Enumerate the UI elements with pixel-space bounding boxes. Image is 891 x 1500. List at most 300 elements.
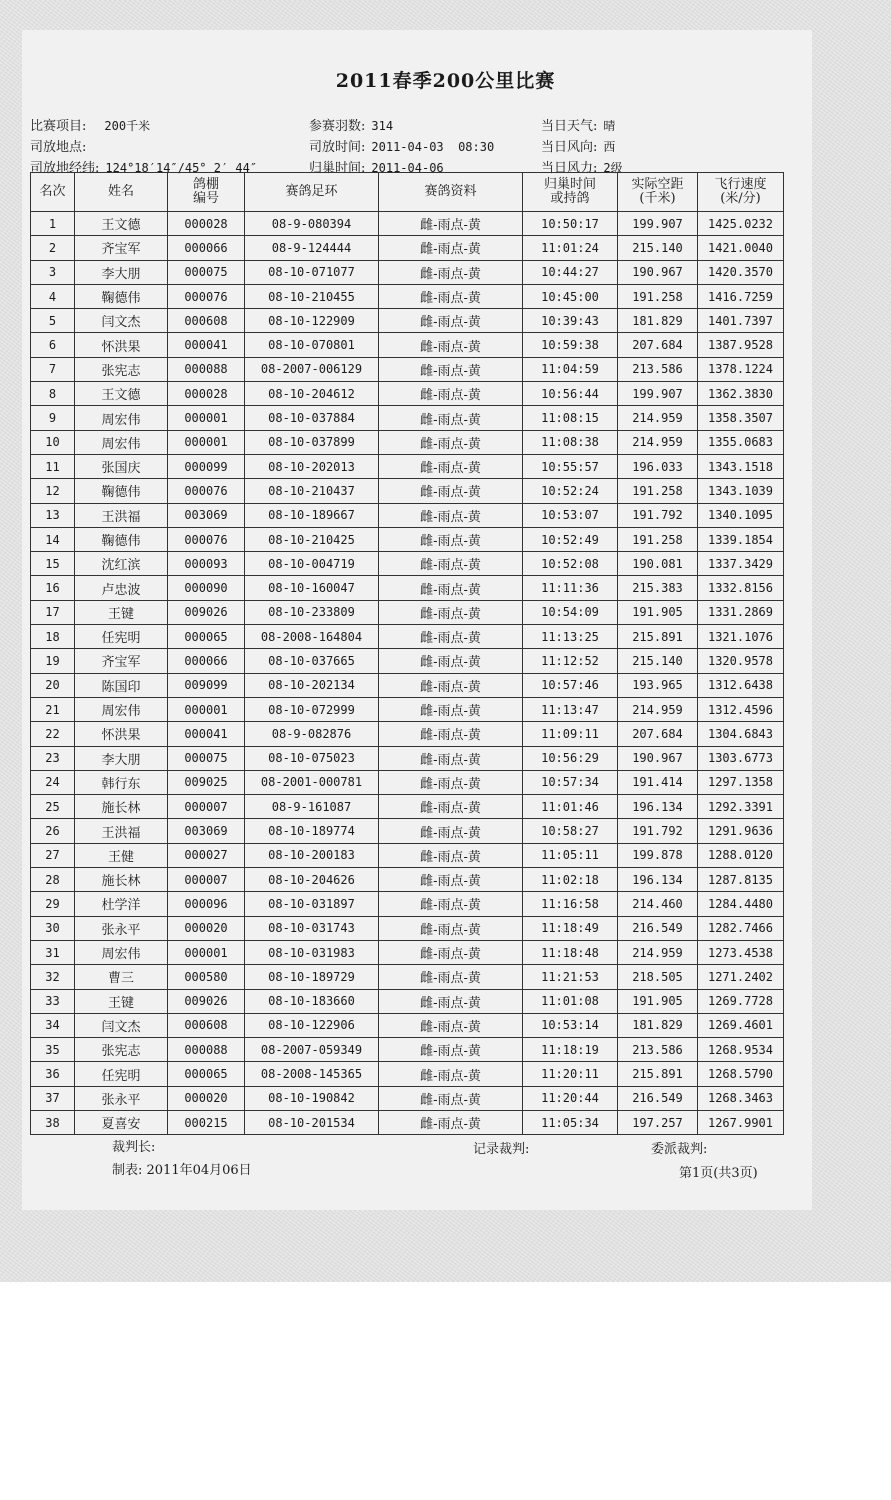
table-row — [31, 868, 784, 892]
speed-cell: 1362.3830 — [698, 382, 784, 406]
loft-id-cell: 000027 — [168, 843, 245, 867]
return-time-cell: 10:52:49 — [523, 527, 618, 551]
return-time-cell: 10:50:17 — [523, 212, 618, 236]
loft-id-cell: 000066 — [168, 236, 245, 260]
table-row — [31, 236, 784, 260]
speed-cell: 1416.7259 — [698, 284, 784, 308]
speed-cell: 1343.1518 — [698, 454, 784, 478]
rank-cell: 21 — [31, 697, 75, 721]
ring-cell: 08-10-160047 — [245, 576, 379, 600]
ring-cell: 08-10-004719 — [245, 552, 379, 576]
speed-cell: 1421.0040 — [698, 236, 784, 260]
return-time-cell: 11:13:47 — [523, 697, 618, 721]
name-cell: 周宏伟 — [75, 430, 168, 454]
table-row — [31, 576, 784, 600]
distance-cell: 215.891 — [618, 625, 698, 649]
loft-id-cell: 000065 — [168, 625, 245, 649]
name-cell: 李大朋 — [75, 260, 168, 284]
release-coords-label: 司放地经纬: — [30, 161, 100, 176]
table-row — [31, 479, 784, 503]
name-cell: 张永平 — [75, 1086, 168, 1110]
rank-cell: 1 — [31, 212, 75, 236]
table-row — [31, 527, 784, 551]
rank-cell: 20 — [31, 673, 75, 697]
name-cell: 陈国印 — [75, 673, 168, 697]
rank-cell: 17 — [31, 600, 75, 624]
loft-id-header: 鸽棚 编号 — [168, 173, 245, 212]
bird-info-cell: 雌-雨点-黄 — [379, 406, 523, 430]
name-header: 姓名 — [75, 173, 168, 212]
rank-cell: 6 — [31, 333, 75, 357]
loft-id-cell: 000076 — [168, 284, 245, 308]
rank-cell: 15 — [31, 552, 75, 576]
return-time-cell: 11:01:08 — [523, 989, 618, 1013]
return-time-cell: 10:54:09 — [523, 600, 618, 624]
name-cell: 周宏伟 — [75, 697, 168, 721]
ring-cell: 08-10-075023 — [245, 746, 379, 770]
name-cell: 沈红滨 — [75, 552, 168, 576]
rank-cell: 36 — [31, 1062, 75, 1086]
table-row — [31, 600, 784, 624]
distance-cell: 214.460 — [618, 892, 698, 916]
table-row — [31, 916, 784, 940]
name-cell: 王键 — [75, 600, 168, 624]
ring-cell: 08-2007-059349 — [245, 1038, 379, 1062]
weather-label: 当日天气: — [541, 119, 598, 134]
speed-cell: 1287.8135 — [698, 868, 784, 892]
distance-cell: 191.258 — [618, 284, 698, 308]
loft-id-cell: 000075 — [168, 746, 245, 770]
distance-cell: 216.549 — [618, 916, 698, 940]
return-time-header: 归巢时间 或持鸽 — [523, 173, 618, 212]
entries-label: 参赛羽数: — [309, 119, 366, 134]
distance-cell: 215.140 — [618, 236, 698, 260]
bird-info-cell: 雌-雨点-黄 — [379, 430, 523, 454]
loft-id-cell: 000007 — [168, 868, 245, 892]
loft-id-cell: 000093 — [168, 552, 245, 576]
return-time-cell: 11:18:49 — [523, 916, 618, 940]
loft-id-cell: 003069 — [168, 503, 245, 527]
name-cell: 王文德 — [75, 212, 168, 236]
loft-id-cell: 000001 — [168, 430, 245, 454]
record-judge-label: 记录裁判: — [473, 1142, 530, 1157]
loft-id-cell: 000088 — [168, 1038, 245, 1062]
table-row — [31, 454, 784, 478]
loft-id-cell: 000076 — [168, 527, 245, 551]
distance-cell: 215.140 — [618, 649, 698, 673]
ring-cell: 08-10-189729 — [245, 965, 379, 989]
wind-force-value: 2级 — [603, 161, 623, 175]
distance-cell: 196.134 — [618, 868, 698, 892]
rank-cell: 30 — [31, 916, 75, 940]
speed-cell: 1331.2869 — [698, 600, 784, 624]
name-cell: 周宏伟 — [75, 406, 168, 430]
ring-cell: 08-10-122909 — [245, 309, 379, 333]
speed-cell: 1339.1854 — [698, 527, 784, 551]
rank-cell: 25 — [31, 795, 75, 819]
rank-cell: 2 — [31, 236, 75, 260]
bird-info-cell: 雌-雨点-黄 — [379, 479, 523, 503]
loft-id-cell: 000088 — [168, 357, 245, 381]
return-time-cell: 10:57:46 — [523, 673, 618, 697]
table-row — [31, 697, 784, 721]
rank-cell: 10 — [31, 430, 75, 454]
loft-id-cell: 000028 — [168, 212, 245, 236]
ring-cell: 08-10-210425 — [245, 527, 379, 551]
rank-cell: 29 — [31, 892, 75, 916]
ring-cell: 08-10-031897 — [245, 892, 379, 916]
table-row — [31, 722, 784, 746]
name-cell: 王文德 — [75, 382, 168, 406]
rank-cell: 37 — [31, 1086, 75, 1110]
name-cell: 齐宝军 — [75, 649, 168, 673]
return-time-cell: 10:55:57 — [523, 454, 618, 478]
distance-cell: 191.792 — [618, 503, 698, 527]
distance-cell: 191.905 — [618, 600, 698, 624]
speed-cell: 1378.1224 — [698, 357, 784, 381]
name-cell: 张永平 — [75, 916, 168, 940]
table-row — [31, 309, 784, 333]
distance-cell: 207.684 — [618, 722, 698, 746]
bird-info-cell: 雌-雨点-黄 — [379, 1013, 523, 1037]
distance-header: 实际空距 (千米) — [618, 173, 698, 212]
speed-cell: 1271.2402 — [698, 965, 784, 989]
table-row — [31, 795, 784, 819]
info-block-middle — [309, 116, 494, 179]
bird-info-cell: 雌-雨点-黄 — [379, 1110, 523, 1134]
table-row — [31, 503, 784, 527]
loft-id-cell: 000090 — [168, 576, 245, 600]
ring-cell: 08-2008-164804 — [245, 625, 379, 649]
table-row — [31, 843, 784, 867]
loft-id-cell: 000075 — [168, 260, 245, 284]
distance-cell: 197.257 — [618, 1110, 698, 1134]
rank-cell: 27 — [31, 843, 75, 867]
rank-cell: 5 — [31, 309, 75, 333]
name-cell: 闫文杰 — [75, 309, 168, 333]
bird-info-cell: 雌-雨点-黄 — [379, 940, 523, 964]
table-row — [31, 552, 784, 576]
bird-info-cell: 雌-雨点-黄 — [379, 770, 523, 794]
bird-info-cell: 雌-雨点-黄 — [379, 284, 523, 308]
bird-info-cell: 雌-雨点-黄 — [379, 649, 523, 673]
rank-cell: 12 — [31, 479, 75, 503]
loft-id-cell: 000608 — [168, 309, 245, 333]
bird-info-cell: 雌-雨点-黄 — [379, 722, 523, 746]
rank-cell: 35 — [31, 1038, 75, 1062]
rank-cell: 11 — [31, 454, 75, 478]
ring-cell: 08-10-031983 — [245, 940, 379, 964]
results-table — [30, 172, 784, 1135]
return-time-cell: 11:13:25 — [523, 625, 618, 649]
return-time-cell: 10:59:38 — [523, 333, 618, 357]
table-row — [31, 1038, 784, 1062]
distance-cell: 215.383 — [618, 576, 698, 600]
name-cell: 张宪志 — [75, 1038, 168, 1062]
ring-cell: 08-10-233809 — [245, 600, 379, 624]
bird-info-cell: 雌-雨点-黄 — [379, 892, 523, 916]
name-cell: 鞠德伟 — [75, 479, 168, 503]
return-time-cell: 10:44:27 — [523, 260, 618, 284]
return-time-label: 归巢时间: — [309, 161, 366, 176]
ring-cell: 08-10-071077 — [245, 260, 379, 284]
speed-cell: 1332.8156 — [698, 576, 784, 600]
bird-info-cell: 雌-雨点-黄 — [379, 333, 523, 357]
bird-info-cell: 雌-雨点-黄 — [379, 1062, 523, 1086]
loft-id-cell: 000215 — [168, 1110, 245, 1134]
ring-cell: 08-10-037899 — [245, 430, 379, 454]
bird-info-cell: 雌-雨点-黄 — [379, 236, 523, 260]
ring-cell: 08-2001-000781 — [245, 770, 379, 794]
ring-cell: 08-2007-006129 — [245, 357, 379, 381]
header-row — [31, 173, 784, 212]
table-row — [31, 406, 784, 430]
distance-cell: 190.967 — [618, 260, 698, 284]
ring-cell: 08-10-037884 — [245, 406, 379, 430]
table-row — [31, 649, 784, 673]
speed-cell: 1401.7397 — [698, 309, 784, 333]
return-time-cell: 10:53:14 — [523, 1013, 618, 1037]
loft-id-cell: 000099 — [168, 454, 245, 478]
speed-cell: 1425.0232 — [698, 212, 784, 236]
rank-cell: 23 — [31, 746, 75, 770]
speed-cell: 1387.9528 — [698, 333, 784, 357]
loft-id-cell: 000065 — [168, 1062, 245, 1086]
name-cell: 卢忠波 — [75, 576, 168, 600]
rank-cell: 18 — [31, 625, 75, 649]
return-time-cell: 10:39:43 — [523, 309, 618, 333]
bird-info-cell: 雌-雨点-黄 — [379, 868, 523, 892]
bird-info-cell: 雌-雨点-黄 — [379, 309, 523, 333]
speed-cell: 1273.4538 — [698, 940, 784, 964]
bird-info-cell: 雌-雨点-黄 — [379, 843, 523, 867]
table-row — [31, 770, 784, 794]
rank-cell: 22 — [31, 722, 75, 746]
ring-cell: 08-10-031743 — [245, 916, 379, 940]
rank-cell: 4 — [31, 284, 75, 308]
return-time-cell: 11:20:11 — [523, 1062, 618, 1086]
distance-cell: 191.258 — [618, 527, 698, 551]
bird-info-cell: 雌-雨点-黄 — [379, 212, 523, 236]
ring-cell: 08-10-070801 — [245, 333, 379, 357]
rank-cell: 24 — [31, 770, 75, 794]
ring-cell: 08-10-072999 — [245, 697, 379, 721]
bird-info-cell: 雌-雨点-黄 — [379, 454, 523, 478]
speed-cell: 1268.5790 — [698, 1062, 784, 1086]
ring-cell: 08-9-161087 — [245, 795, 379, 819]
loft-id-cell: 000020 — [168, 1086, 245, 1110]
assigned-judge-label: 委派裁判: — [651, 1142, 708, 1157]
name-cell: 任宪明 — [75, 1062, 168, 1086]
name-cell: 鞠德伟 — [75, 284, 168, 308]
ring-cell: 08-10-183660 — [245, 989, 379, 1013]
info-block-left — [30, 116, 257, 179]
return-time-cell: 10:52:24 — [523, 479, 618, 503]
loft-id-cell: 000066 — [168, 649, 245, 673]
speed-cell: 1312.4596 — [698, 697, 784, 721]
distance-cell: 215.891 — [618, 1062, 698, 1086]
distance-cell: 181.829 — [618, 1013, 698, 1037]
ring-cell: 08-9-082876 — [245, 722, 379, 746]
return-time-cell: 11:21:53 — [523, 965, 618, 989]
loft-id-cell: 000041 — [168, 722, 245, 746]
distance-cell: 213.586 — [618, 1038, 698, 1062]
return-time-cell: 11:11:36 — [523, 576, 618, 600]
ring-cell: 08-10-210437 — [245, 479, 379, 503]
ring-cell: 08-10-200183 — [245, 843, 379, 867]
bird-info-cell: 雌-雨点-黄 — [379, 1038, 523, 1062]
table-row — [31, 284, 784, 308]
rank-cell: 9 — [31, 406, 75, 430]
table-row — [31, 940, 784, 964]
rank-cell: 19 — [31, 649, 75, 673]
name-cell: 怀洪果 — [75, 722, 168, 746]
entries-value: 314 — [371, 119, 394, 133]
speed-cell: 1337.3429 — [698, 552, 784, 576]
return-time-cell: 11:20:44 — [523, 1086, 618, 1110]
distance-cell: 196.033 — [618, 454, 698, 478]
loft-id-cell: 003069 — [168, 819, 245, 843]
distance-cell: 214.959 — [618, 697, 698, 721]
return-time-cell: 10:52:08 — [523, 552, 618, 576]
return-time-cell: 10:45:00 — [523, 284, 618, 308]
bird-info-cell: 雌-雨点-黄 — [379, 965, 523, 989]
rank-cell: 7 — [31, 357, 75, 381]
bird-info-cell: 雌-雨点-黄 — [379, 819, 523, 843]
speed-cell: 1282.7466 — [698, 916, 784, 940]
return-time-cell: 10:57:34 — [523, 770, 618, 794]
distance-cell: 213.586 — [618, 357, 698, 381]
loft-id-cell: 000001 — [168, 940, 245, 964]
bird-info-header: 赛鸽资料 — [379, 173, 523, 212]
table-row — [31, 1086, 784, 1110]
table-row — [31, 212, 784, 236]
rank-cell: 34 — [31, 1013, 75, 1037]
event-label: 比赛项目: — [30, 119, 87, 134]
name-cell: 王键 — [75, 989, 168, 1013]
distance-cell: 214.959 — [618, 406, 698, 430]
loft-id-cell: 000076 — [168, 479, 245, 503]
table-row — [31, 1110, 784, 1134]
return-time-cell: 11:05:11 — [523, 843, 618, 867]
table-row — [31, 333, 784, 357]
speed-cell: 1340.1095 — [698, 503, 784, 527]
speed-cell: 1269.4601 — [698, 1013, 784, 1037]
name-cell: 杜学洋 — [75, 892, 168, 916]
name-cell: 李大朋 — [75, 746, 168, 770]
bird-info-cell: 雌-雨点-黄 — [379, 382, 523, 406]
loft-id-cell: 000001 — [168, 406, 245, 430]
speed-cell: 1303.6773 — [698, 746, 784, 770]
name-cell: 鞠德伟 — [75, 527, 168, 551]
release-coords-value: 124°18′14″/45° 2′ 44″ — [105, 161, 258, 175]
return-time-cell: 11:01:24 — [523, 236, 618, 260]
distance-cell: 218.505 — [618, 965, 698, 989]
name-cell: 闫文杰 — [75, 1013, 168, 1037]
rank-cell: 3 — [31, 260, 75, 284]
name-cell: 夏喜安 — [75, 1110, 168, 1134]
loft-id-cell: 009099 — [168, 673, 245, 697]
table-row — [31, 989, 784, 1013]
release-place-label: 司放地点: — [30, 140, 87, 155]
return-time-cell: 11:12:52 — [523, 649, 618, 673]
return-time-cell: 11:09:11 — [523, 722, 618, 746]
table-row — [31, 673, 784, 697]
speed-cell: 1288.0120 — [698, 843, 784, 867]
distance-cell: 190.967 — [618, 746, 698, 770]
speed-cell: 1268.9534 — [698, 1038, 784, 1062]
distance-cell: 199.907 — [618, 382, 698, 406]
return-time-cell: 10:56:29 — [523, 746, 618, 770]
loft-id-cell: 000041 — [168, 333, 245, 357]
table-row — [31, 892, 784, 916]
bird-info-cell: 雌-雨点-黄 — [379, 989, 523, 1013]
name-cell: 王洪福 — [75, 819, 168, 843]
results-table-header — [31, 173, 784, 212]
speed-cell: 1420.3570 — [698, 260, 784, 284]
bird-info-cell: 雌-雨点-黄 — [379, 795, 523, 819]
ring-cell: 08-9-124444 — [245, 236, 379, 260]
loft-id-cell: 009026 — [168, 600, 245, 624]
ring-cell: 08-10-201534 — [245, 1110, 379, 1134]
name-cell: 韩行东 — [75, 770, 168, 794]
name-cell: 施长林 — [75, 795, 168, 819]
bird-info-cell: 雌-雨点-黄 — [379, 697, 523, 721]
wind-force-label: 当日风力: — [541, 161, 598, 176]
name-cell: 张国庆 — [75, 454, 168, 478]
rank-cell: 14 — [31, 527, 75, 551]
name-cell: 王洪福 — [75, 503, 168, 527]
loft-id-cell: 000020 — [168, 916, 245, 940]
return-time-cell: 10:56:44 — [523, 382, 618, 406]
return-time-cell: 11:08:38 — [523, 430, 618, 454]
distance-cell: 191.792 — [618, 819, 698, 843]
loft-id-cell: 009025 — [168, 770, 245, 794]
bird-info-cell: 雌-雨点-黄 — [379, 576, 523, 600]
return-time-cell: 11:16:58 — [523, 892, 618, 916]
name-cell: 曹三 — [75, 965, 168, 989]
distance-cell: 196.134 — [618, 795, 698, 819]
return-time-cell: 11:04:59 — [523, 357, 618, 381]
rank-cell: 13 — [31, 503, 75, 527]
loft-id-cell: 000096 — [168, 892, 245, 916]
distance-cell: 207.684 — [618, 333, 698, 357]
bird-info-cell: 雌-雨点-黄 — [379, 552, 523, 576]
table-row — [31, 260, 784, 284]
table-row — [31, 819, 784, 843]
bird-info-cell: 雌-雨点-黄 — [379, 503, 523, 527]
loft-id-cell: 000608 — [168, 1013, 245, 1037]
distance-cell: 191.905 — [618, 989, 698, 1013]
distance-cell: 216.549 — [618, 1086, 698, 1110]
bird-info-cell: 雌-雨点-黄 — [379, 527, 523, 551]
return-time-cell: 11:08:15 — [523, 406, 618, 430]
rank-header: 名次 — [31, 173, 75, 212]
table-row — [31, 357, 784, 381]
table-row — [31, 430, 784, 454]
name-cell: 周宏伟 — [75, 940, 168, 964]
speed-cell: 1304.6843 — [698, 722, 784, 746]
bird-info-cell: 雌-雨点-黄 — [379, 600, 523, 624]
prepared-date: 制表: 2011年04月06日 — [112, 1163, 252, 1178]
name-cell: 王健 — [75, 843, 168, 867]
table-row — [31, 1062, 784, 1086]
rank-cell: 33 — [31, 989, 75, 1013]
rank-cell: 16 — [31, 576, 75, 600]
ring-cell: 08-10-202134 — [245, 673, 379, 697]
page-indicator: 第1页(共3页) — [679, 1166, 758, 1181]
loft-id-cell: 009026 — [168, 989, 245, 1013]
